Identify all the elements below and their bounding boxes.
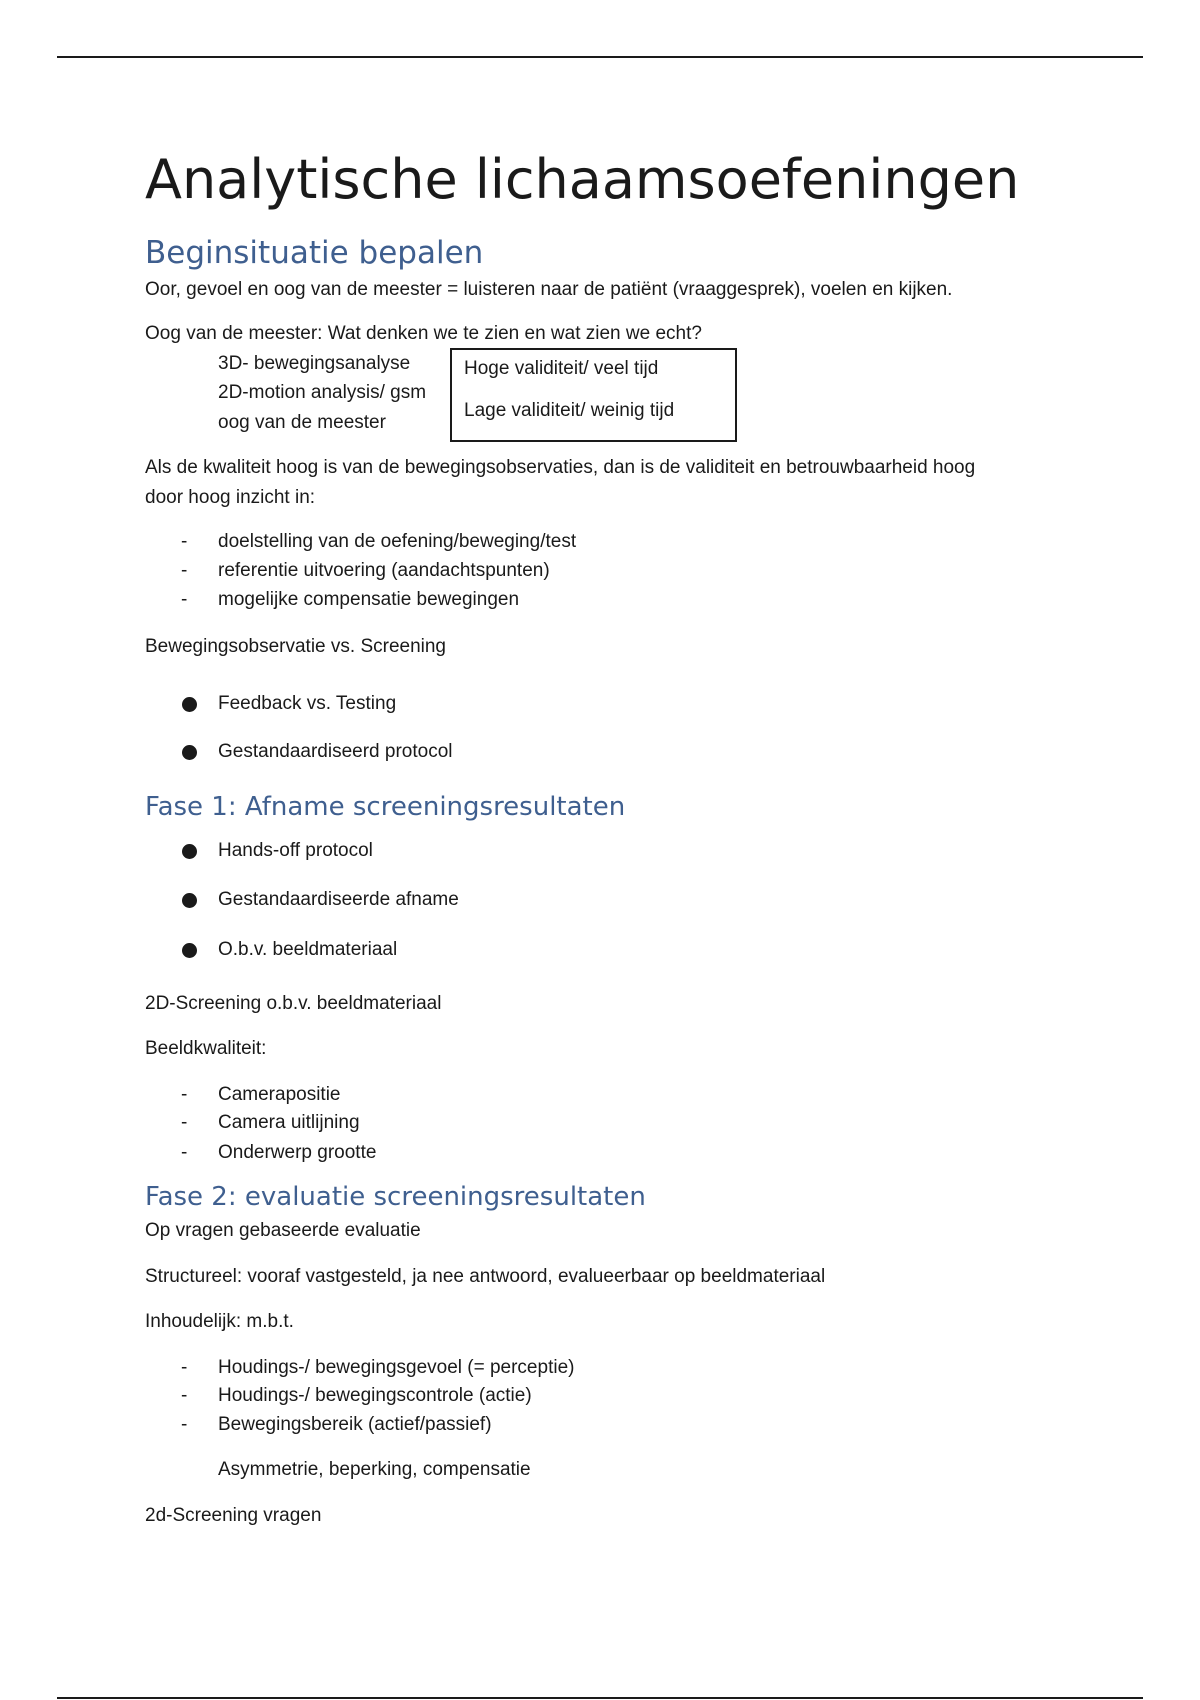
section-heading-beginsituatie: Beginsituatie bepalen bbox=[145, 235, 484, 271]
paragraph: Op vragen gebaseerde evaluatie bbox=[145, 1220, 421, 1241]
list-item: - referentie uitvoering (aandachtspunten) bbox=[145, 557, 845, 585]
paragraph: Als de kwaliteit hoog is van de bewegingsobservaties, dan is de validiteit en betrouwbaarheid hoog bbox=[145, 457, 976, 478]
paragraph: door hoog inzicht in: bbox=[145, 487, 316, 508]
box-line: Hoge validiteit/ veel tijd bbox=[464, 358, 659, 379]
validity-box bbox=[450, 348, 737, 442]
section-heading-fase1: Fase 1: Afname screeningsresultaten bbox=[145, 792, 626, 822]
method-item: 2D-motion analysis/ gsm bbox=[218, 382, 427, 403]
bullet-icon bbox=[182, 893, 197, 908]
bullet-item: Feedback vs. Testing bbox=[145, 690, 845, 718]
bullet-item: Hands-off protocol bbox=[145, 837, 845, 865]
dash-marker: - bbox=[181, 531, 188, 552]
footer-rule bbox=[57, 1697, 1143, 1699]
dash-marker: - bbox=[181, 560, 188, 581]
dash-marker: - bbox=[181, 1084, 188, 1105]
indented-text: Asymmetrie, beperking, compensatie bbox=[218, 1459, 531, 1480]
paragraph: Oor, gevoel en oog van de meester = luisteren naar de patiënt (vraaggesprek), voelen en kijken. bbox=[145, 279, 953, 300]
bullet-icon bbox=[182, 943, 197, 958]
dash-marker: - bbox=[181, 1385, 188, 1406]
document-title: Analytische lichaamsoefeningen bbox=[145, 148, 1020, 211]
list-item: - Camera uitlijning bbox=[145, 1109, 845, 1137]
paragraph: Inhoudelijk: m.b.t. bbox=[145, 1311, 294, 1332]
dash-marker: - bbox=[181, 1112, 188, 1133]
header-rule bbox=[57, 56, 1143, 58]
paragraph: Oog van de meester: Wat denken we te zien en wat zien we echt? bbox=[145, 323, 702, 344]
list-item: - doelstelling van de oefening/beweging/test bbox=[145, 528, 845, 556]
section-heading-fase2: Fase 2: evaluatie screeningsresultaten bbox=[145, 1182, 646, 1212]
dash-marker: - bbox=[181, 589, 188, 610]
list-item: - Bewegingsbereik (actief/passief) bbox=[145, 1411, 845, 1439]
dash-marker: - bbox=[181, 1357, 188, 1378]
list-item: - Houdings-/ bewegingscontrole (actie) bbox=[145, 1382, 845, 1410]
bullet-icon bbox=[182, 745, 197, 760]
paragraph: 2D-Screening o.b.v. beeldmateriaal bbox=[145, 993, 442, 1014]
bullet-icon bbox=[182, 844, 197, 859]
bullet-item: O.b.v. beeldmateriaal bbox=[145, 936, 845, 964]
paragraph: Bewegingsobservatie vs. Screening bbox=[145, 636, 447, 657]
paragraph: Beeldkwaliteit: bbox=[145, 1038, 267, 1059]
list-item: - mogelijke compensatie bewegingen bbox=[145, 586, 845, 614]
dash-marker: - bbox=[181, 1414, 188, 1435]
paragraph: 2d-Screening vragen bbox=[145, 1505, 322, 1526]
list-item: - Houdings-/ bewegingsgevoel (= perceptie) bbox=[145, 1354, 845, 1382]
bullet-icon bbox=[182, 697, 197, 712]
method-item: 3D- bewegingsanalyse bbox=[218, 353, 411, 374]
method-item: oog van de meester bbox=[218, 412, 386, 433]
box-line: Lage validiteit/ weinig tijd bbox=[464, 400, 675, 421]
dash-marker: - bbox=[181, 1142, 188, 1163]
paragraph: Structureel: vooraf vastgesteld, ja nee antwoord, evalueerbaar op beeldmateriaal bbox=[145, 1266, 826, 1287]
bullet-item: Gestandaardiseerde afname bbox=[145, 886, 845, 914]
bullet-item: Gestandaardiseerd protocol bbox=[145, 738, 845, 766]
list-item: - Onderwerp grootte bbox=[145, 1139, 845, 1167]
list-item: - Camerapositie bbox=[145, 1081, 845, 1109]
